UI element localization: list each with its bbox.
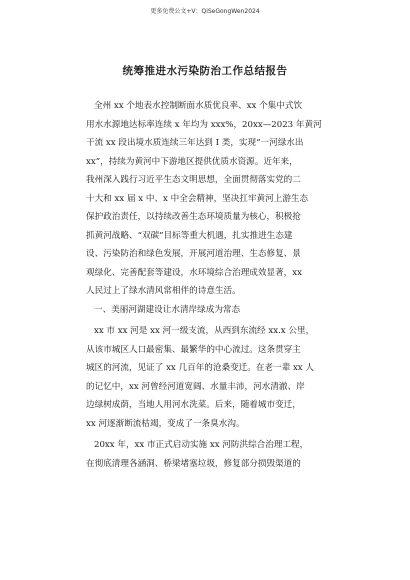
header-note: 更多免费公文+V：QiSeGongWen2024 <box>150 8 260 15</box>
paragraph-1-line: 干流 xx 段出境水质连续三年达到 I 类，实现“一河绿水出 <box>86 138 304 148</box>
section-heading: 一、美丽河湖建设让水清岸绿成为常态 <box>94 304 241 315</box>
paragraph-2-line: 的记忆中，xx 河曾经河道宽阔、水量丰沛，河水清澈、岸 <box>86 381 305 392</box>
paragraph-1-line: 用水水源地达标率连续 x 年均为 xxx%，20xx—2023 年黄河 <box>86 119 322 130</box>
paragraph-3-line: 20xx 年，xx 市正式启动实施 xx 河防洪综合治理工程， <box>94 440 309 450</box>
paragraph-1-line: xx”，持续为黄河中下游地区提供优质水资源。近年来， <box>86 156 298 167</box>
paragraph-1-line: 保护政治责任，以持续改善生态环境质量为核心，积极抢 <box>86 212 301 222</box>
paragraph-1-line: 十大和 xx 届 x 中、x 中全会精神，坚决扛牢黄河上游生态 <box>86 193 309 204</box>
paragraph-1-line: 设、污染防治和绿色发展，开展河道治理、生态修复、景 <box>86 249 301 259</box>
document-title: 统筹推进水污染防治工作总结报告 <box>122 65 288 77</box>
paragraph-1-line: 观绿化、完善配套等建设，水环境综合治理成效显著，xx <box>86 267 302 278</box>
paragraph-2-line: 城区的河流，见证了 xx 几百年的沧桑变迁。在老一辈 xx 人 <box>86 363 314 373</box>
paragraph-2-line: xx 河逐渐断流枯竭，变成了一条臭水沟。 <box>86 418 245 429</box>
paragraph-1-line: 抓黄河战略、“双碳”目标等重大机遇，扎实推进生态建 <box>86 230 293 241</box>
paragraph-1-line: 人民过上了绿水清风常相伴的诗意生活。 <box>86 286 241 296</box>
paragraph-2-line: xx 市 xx 河是 xx 河一级支流，从西到东流经 xx.x 公里， <box>94 326 315 336</box>
paragraph-3-line: 在彻底清理各涵洞、桥梁堵塞垃圾，修复部分损毁渠道的 <box>86 458 301 469</box>
paragraph-2-line: 从该市城区人口最密集、最繁华的中心流过。这条贯穿主 <box>86 344 301 355</box>
paragraph-1-line: 我州深入践行习近平生态文明思想，全面贯彻落实党的二 <box>86 175 301 185</box>
paragraph-2-line: 边绿树成荫，当地人用河水洗菜。后来，随着城市变迁， <box>86 400 301 410</box>
paragraph-1-line: 全州 xx 个地表水控制断面水质优良率、xx 个集中式饮 <box>94 101 303 111</box>
document-body <box>86 97 336 473</box>
